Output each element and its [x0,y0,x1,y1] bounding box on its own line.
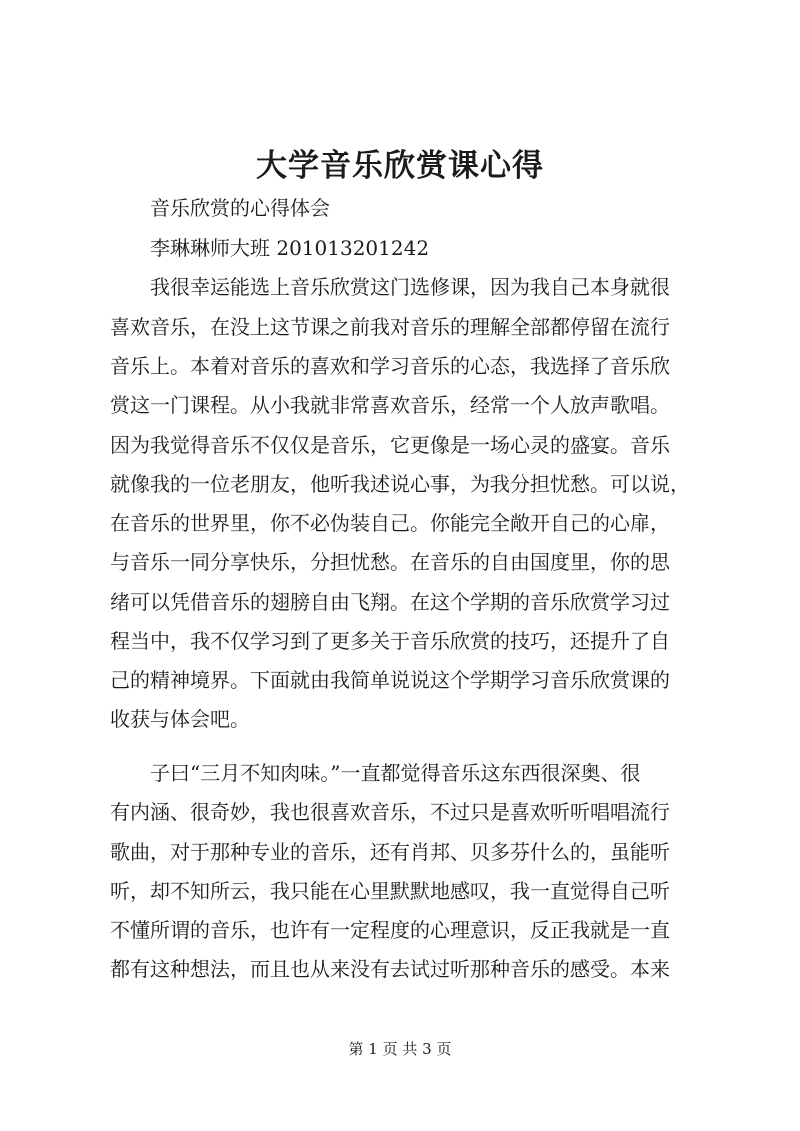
paragraph-1-line-10: 程当中，我不仅学习到了更多关于音乐欣赏的技巧，还提升了自 [110,629,670,653]
paragraph-1-line-1: 我很幸运能选上音乐欣赏这门选修课，因为我自己本身就很 [150,275,670,299]
paragraph-2-line-1: 子曰“三月不知肉味。”一直都觉得音乐这东西很深奥、很 [150,761,641,785]
paragraph-2-line-6: 都有这种想法，而且也从来没有去试过听那种音乐的感受。本来 [110,957,670,981]
document-subtitle: 音乐欣赏的心得体会 [150,196,330,220]
author-line: 李琳琳师大班 201013201242 [150,236,430,260]
paragraph-1-line-2: 喜欢音乐，在没上这节课之前我对音乐的理解全部都停留在流行 [110,315,670,339]
page-footer: 第 1 页 共 3 页 [348,1040,452,1058]
paragraph-1-line-6: 就像我的一位老朋友，他听我述说心事，为我分担忧愁。可以说， [110,472,690,496]
paragraph-2-line-2: 有内涵、很奇妙，我也很喜欢音乐，不过只是喜欢听听唱唱流行 [110,800,670,824]
paragraph-1-line-3: 音乐上。本着对音乐的喜欢和学习音乐的心态，我选择了音乐欣 [110,354,670,378]
paragraph-1-line-7: 在音乐的世界里，你不必伪装自己。你能完全敞开自己的心扉， [110,511,670,535]
paragraph-2-line-5: 不懂所谓的音乐，也许有一定程度的心理意识，反正我就是一直 [110,918,670,942]
paragraph-1-line-11: 己的精神境界。下面就由我简单说说这个学期学习音乐欣赏课的 [110,668,670,692]
paragraph-2-line-3: 歌曲，对于那种专业的音乐，还有肖邦、贝多芬什么的，虽能听 [110,840,670,864]
page-title: 大学音乐欣赏课心得 [256,148,544,184]
paragraph-1-line-12: 收获与体会吧。 [110,707,250,731]
paragraph-1-line-8: 与音乐一同分享快乐，分担忧愁。在音乐的自由国度里，你的思 [110,550,670,574]
paragraph-2-line-4: 听，却不知所云，我只能在心里默默地感叹，我一直觉得自己听 [110,879,670,903]
paragraph-1-line-4: 赏这一门课程。从小我就非常喜欢音乐，经常一个人放声歌唱。 [110,393,670,417]
paragraph-1-line-5: 因为我觉得音乐不仅仅是音乐，它更像是一场心灵的盛宴。音乐 [110,433,670,457]
paragraph-1-line-9: 绪可以凭借音乐的翅膀自由飞翔。在这个学期的音乐欣赏学习过 [110,590,670,614]
